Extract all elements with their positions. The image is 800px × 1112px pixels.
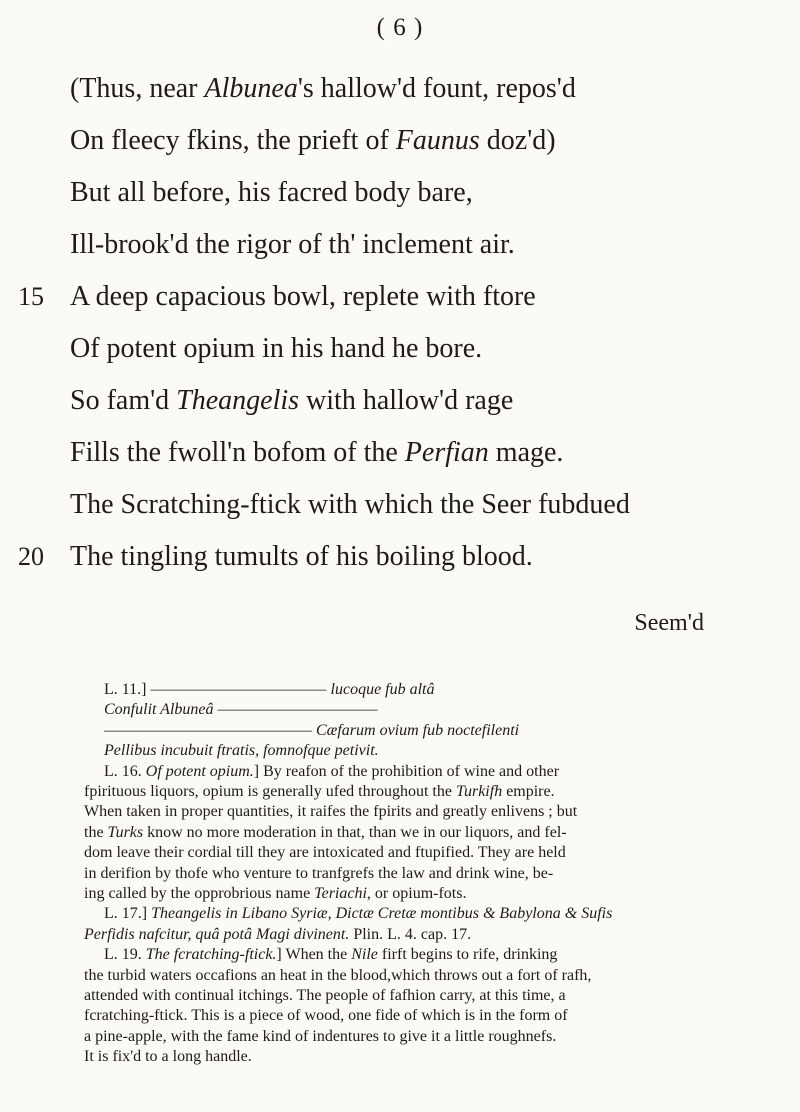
verse-line [70,228,750,262]
footnote-line [84,843,566,864]
footnote-line [84,986,566,1007]
footnote-italic-text: Confulit Albuneâ [104,701,214,719]
footnote-italic-text: Cæfarum ovium fub noctefilenti [316,721,520,739]
footnote-text: Plin. L. 4. cap. 17. [349,925,472,943]
footnote-text: firft begins to rife, drinking [377,946,558,964]
verse-italic-text: Albunea [204,73,298,104]
verse-text: The Scratching-ftick with which the Seer fubdued [70,489,630,520]
verse-text: The tingling tumults of his boiling blood. [70,541,533,572]
footnote-line [104,741,379,762]
footnote-text: It is fix'd to a long handle. [84,1048,252,1066]
verse-italic-text: Theangelis [176,385,300,416]
footnote-line [84,1047,252,1068]
footnote-line [84,1006,568,1027]
footnote-text: in derifion by thofe who venture to tranfgrefs the law and drink wine, be- [84,864,554,882]
verse-text: 's hallow'd fount, repos'd [297,73,576,104]
footnote-line [84,1027,556,1048]
footnote-italic-text: Of potent opium. [145,762,254,780]
footnote-text: L. 11.] ——————————— [104,681,331,698]
line-number: 20 [18,542,44,571]
footnote-italic-text: lucoque fub altâ [330,681,435,698]
verse-line [70,332,750,366]
footnote-text: ] By reafon of the prohibition of wine and other [253,762,560,780]
footnote-italic-text: Nile [351,946,378,964]
footnote-italic-text: Theangelis in Libano Syriæ, Dictæ Cretæ montibus & Babylona & Sufis [151,905,613,923]
page-number: ( 6 ) [376,14,424,41]
footnote-text: —————————— [213,701,378,719]
verse-line [70,384,750,418]
footnote-line [104,762,559,783]
footnote-italic-text: Teriachi [314,885,367,902]
footnote-italic-text: The fcratching-ftick. [145,946,277,964]
footnote-line [84,802,577,823]
verse-line [70,176,750,210]
footnote-text: When taken in proper quantities, it raifes the fpirits and greatly enlivens ; but [84,803,578,821]
verse-text: A deep capacious bowl, replete with ftore [70,281,536,312]
footnote-line [104,700,377,721]
footnote-italic-text: Perfidis nafcitur, quâ potâ Magi divinent. [84,925,350,943]
footnote-text: ing called by the opprobrious name [84,885,315,902]
line-number: 15 [18,282,44,311]
footnote-text: L. 17.] [104,905,152,923]
footnote-text: a pine-apple, with the fame kind of indentures to give it a little roughnefs. [84,1027,557,1045]
footnote-italic-text: Turks [107,823,144,841]
footnote-italic-text: Pellibus incubuit ftratis, fomnofque petivit. [104,742,379,760]
verse-text: mage. [488,437,564,468]
verse-text: Of potent opium in his hand he bore. [70,333,483,364]
footnote-text: ] When the [276,946,352,964]
footnote-line [84,966,591,987]
footnote-text: ————————————— [104,721,316,739]
verse-text: On fleecy fkins, the prieft of [70,125,396,156]
footnote-text: L. 19. [104,946,146,964]
footnote-line [104,680,435,701]
footnote-line [84,884,466,905]
footnote-line [84,782,555,803]
footnote-italic-text: Turkifh [455,783,503,800]
verse-line [18,540,750,574]
verse-italic-text: Faunus [395,125,480,156]
footnote-text: empire. [502,783,555,800]
verse-line [18,280,750,314]
footnote-line [104,721,519,742]
footnote-text: , or opium-fots. [366,885,467,902]
verse-text: doz'd) [479,125,556,156]
catchword: Seem'd [634,610,704,636]
verse-line [70,436,750,470]
verse-line [70,488,750,522]
verse-text: with hallow'd rage [299,385,514,416]
footnote-text: fcratching-ftick. This is a piece of wood, one fide of which is in the form of [84,1007,568,1025]
verse-italic-text: Perfian [404,437,489,468]
footnote-line [104,904,612,925]
footnote-text: know no more moderation in that, than we in our liquors, and fel- [143,823,567,841]
verse-text: Fills the fwoll'n bofom of the [70,437,405,468]
footnote-text: fpirituous liquors, opium is generally ufed throughout the [84,783,456,800]
verse-line [70,72,750,106]
footnote-text: attended with continual itchings. The people of fafhion carry, at this time, a [84,987,566,1004]
footnote-text: the turbid waters occafions an heat in the blood,which throws out a fort of rafh, [84,966,592,984]
verse-line [70,124,750,158]
footnote-text: the [84,823,108,841]
footnote-text: dom leave their cordial till they are intoxicated and ftupified. They are held [84,844,566,862]
footnote-text: L. 16. [104,762,146,780]
footnote-line [84,864,553,885]
footnote-line [104,945,557,966]
verse-text: (Thus, near [70,73,205,104]
verse-text: So fam'd [70,385,177,416]
footnote-line [84,823,567,844]
footnote-line [84,925,471,946]
verse-text: But all before, his facred body bare, [70,177,473,208]
verse-text: Ill-brook'd the rigor of th' inclement air. [70,229,515,260]
